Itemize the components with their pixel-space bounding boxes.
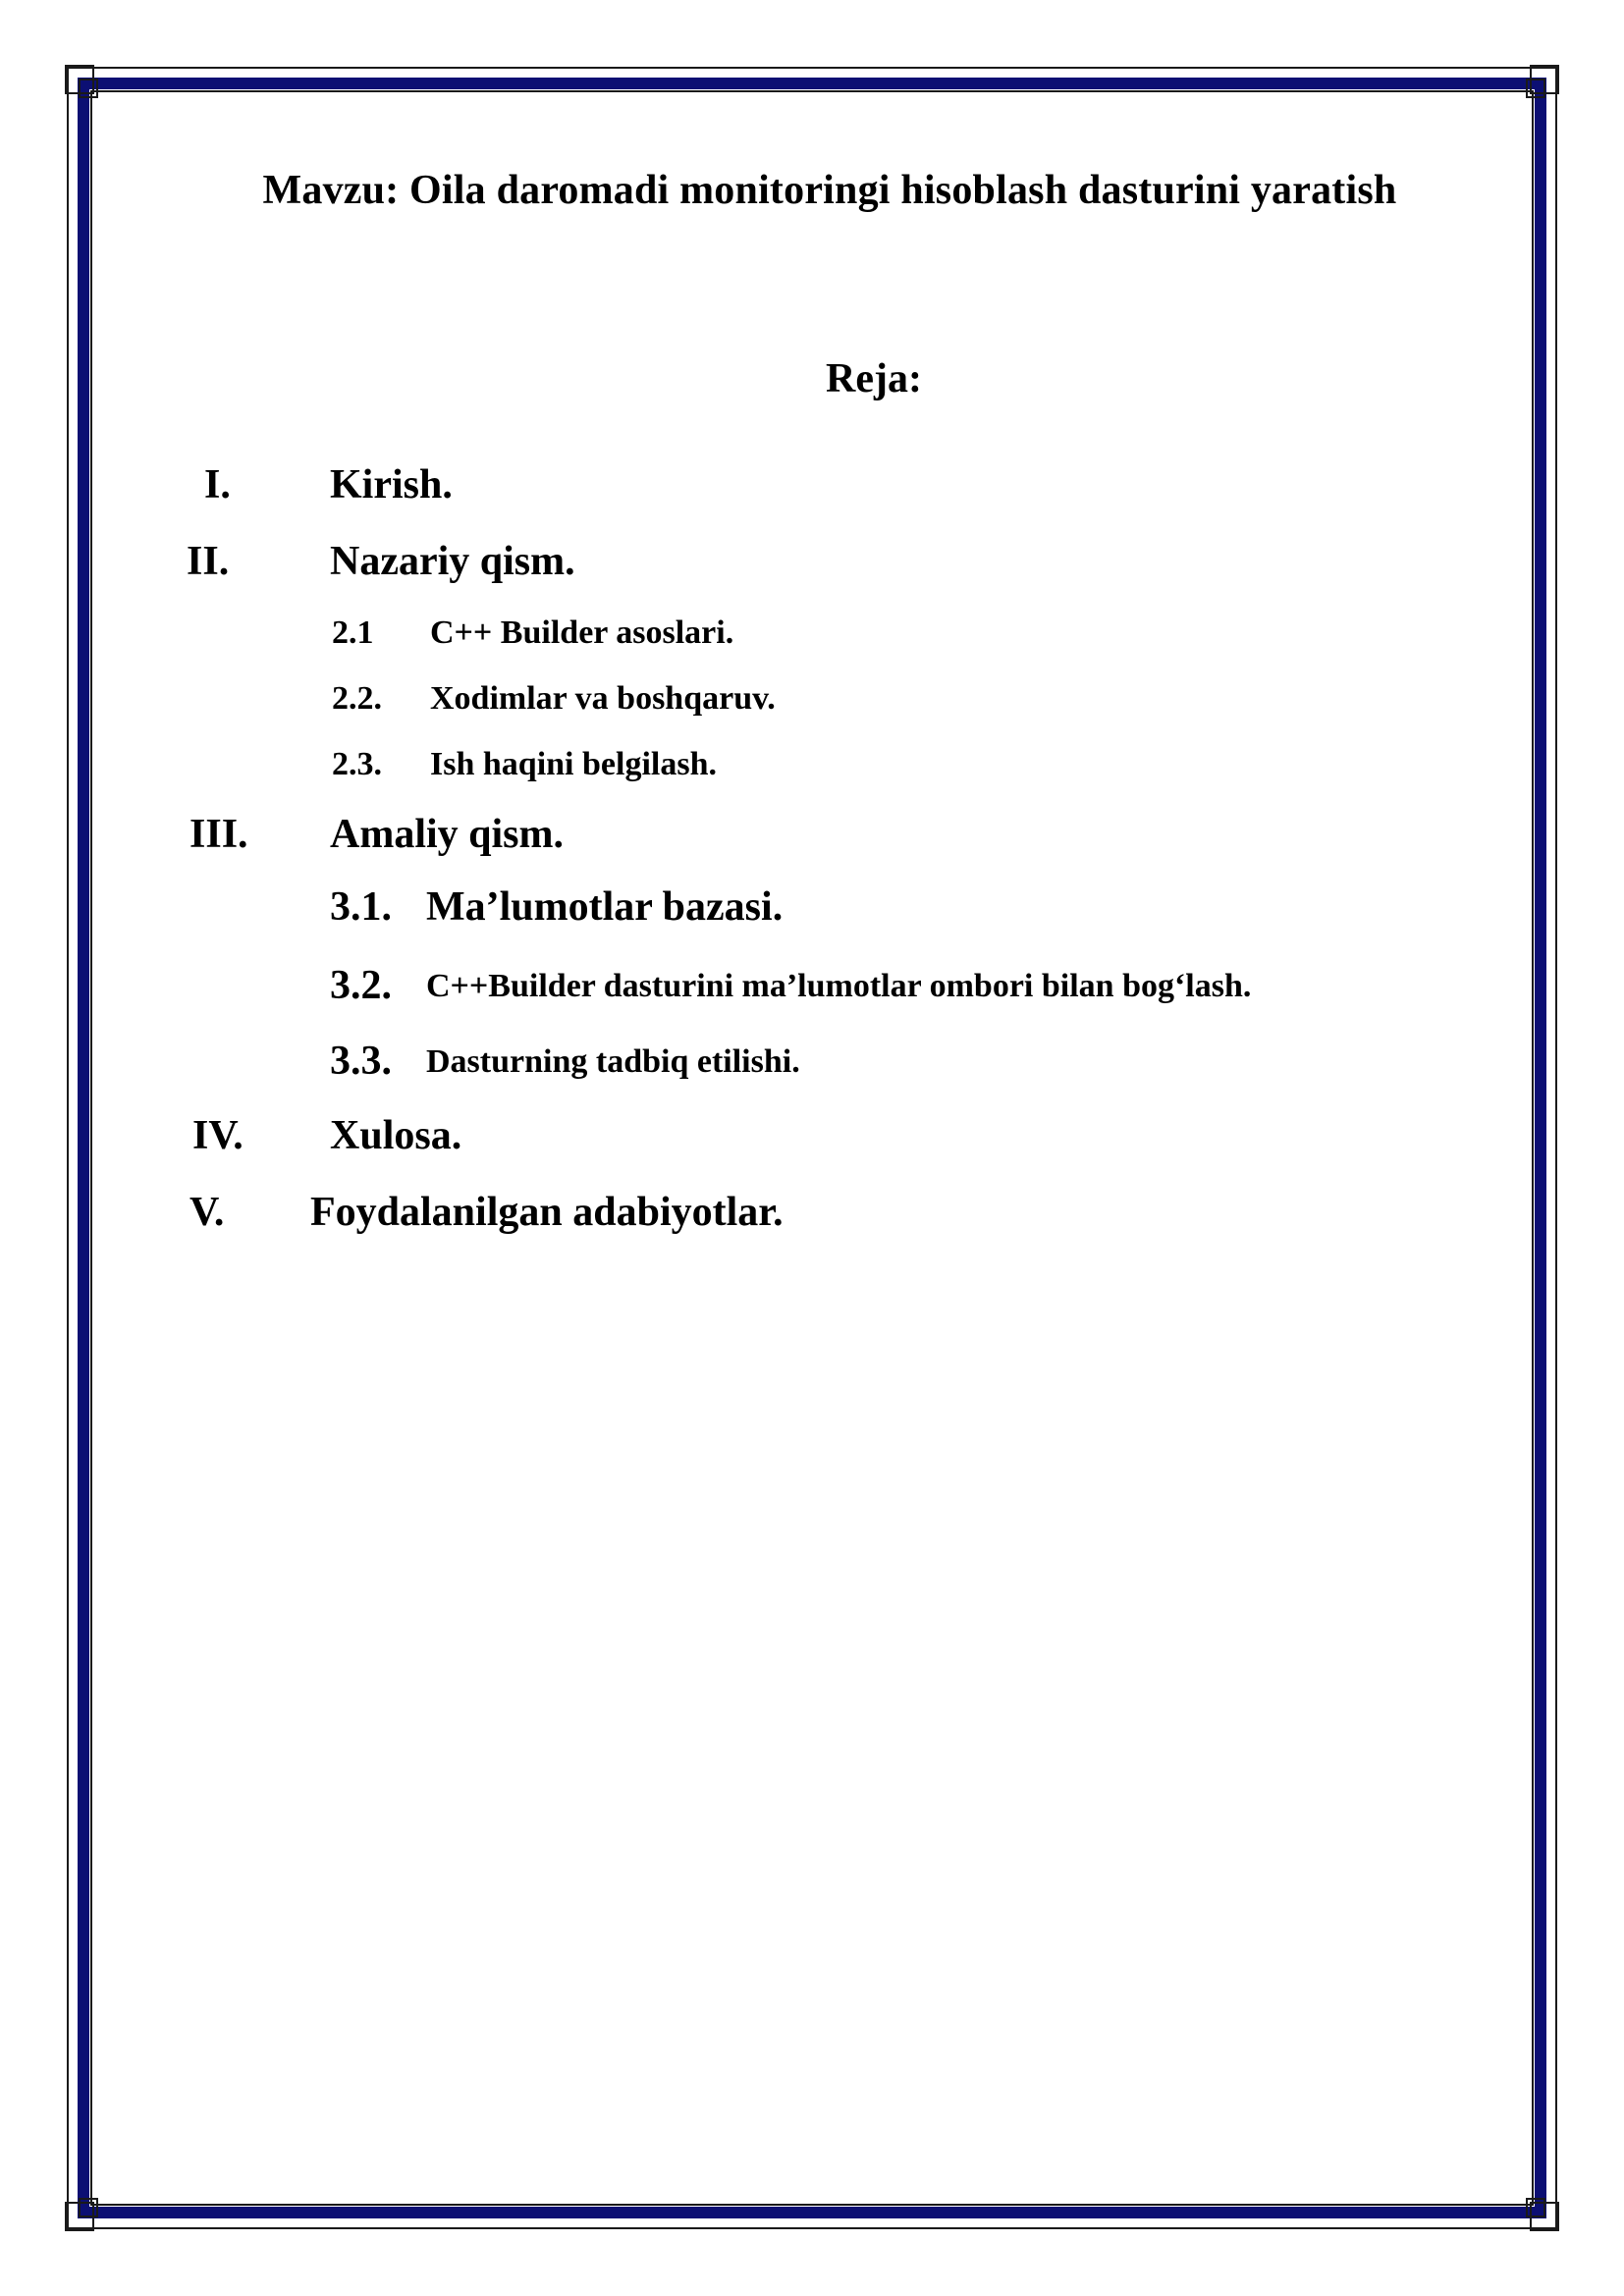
- page-border-inner: [90, 90, 1534, 2206]
- outline-title: Dasturning tadbiq etilishi.: [426, 1043, 800, 1080]
- outline-title: Xodimlar va boshqaruv.: [430, 680, 776, 717]
- outline-number: III.: [189, 812, 248, 857]
- outline-number: 2.2.: [332, 680, 382, 717]
- outline-number: 3.2.: [330, 963, 392, 1008]
- corner-ornament-inner-top-right: [1526, 79, 1545, 98]
- document-title: Mavzu: Oila daromadi monitoringi hisoblash dasturini yaratish: [262, 168, 1397, 213]
- outline-number: 3.1.: [330, 884, 392, 930]
- corner-ornament-inner-top-left: [79, 79, 98, 98]
- outline-title: Nazariy qism.: [330, 539, 575, 584]
- outline-title: Amaliy qism.: [330, 812, 565, 857]
- outline-number: 2.3.: [332, 746, 382, 782]
- corner-ornament-inner-bottom-right: [1526, 2198, 1545, 2217]
- outline-title: Ish haqini belgilash.: [430, 746, 717, 782]
- outline-number: 2.1: [332, 614, 374, 651]
- outline-number: 3.3.: [330, 1039, 392, 1084]
- outline-title: C++Builder dasturini ma’lumotlar ombori bilan bog‘lash.: [426, 968, 1252, 1004]
- outline-number: II.: [187, 539, 230, 584]
- outline-title: Ma’lumotlar bazasi.: [426, 884, 784, 930]
- outline-title: Kirish.: [330, 462, 453, 507]
- outline-title: Xulosa.: [330, 1113, 462, 1158]
- corner-ornament-inner-bottom-left: [79, 2198, 98, 2217]
- outline-number: IV.: [192, 1113, 244, 1158]
- outline-title: C++ Builder asoslari.: [430, 614, 734, 651]
- outline-title: Foydalanilgan adabiyotlar.: [310, 1190, 784, 1235]
- outline-number: V.: [189, 1190, 225, 1235]
- outline-number: I.: [204, 462, 231, 507]
- plan-heading: Reja:: [826, 356, 922, 401]
